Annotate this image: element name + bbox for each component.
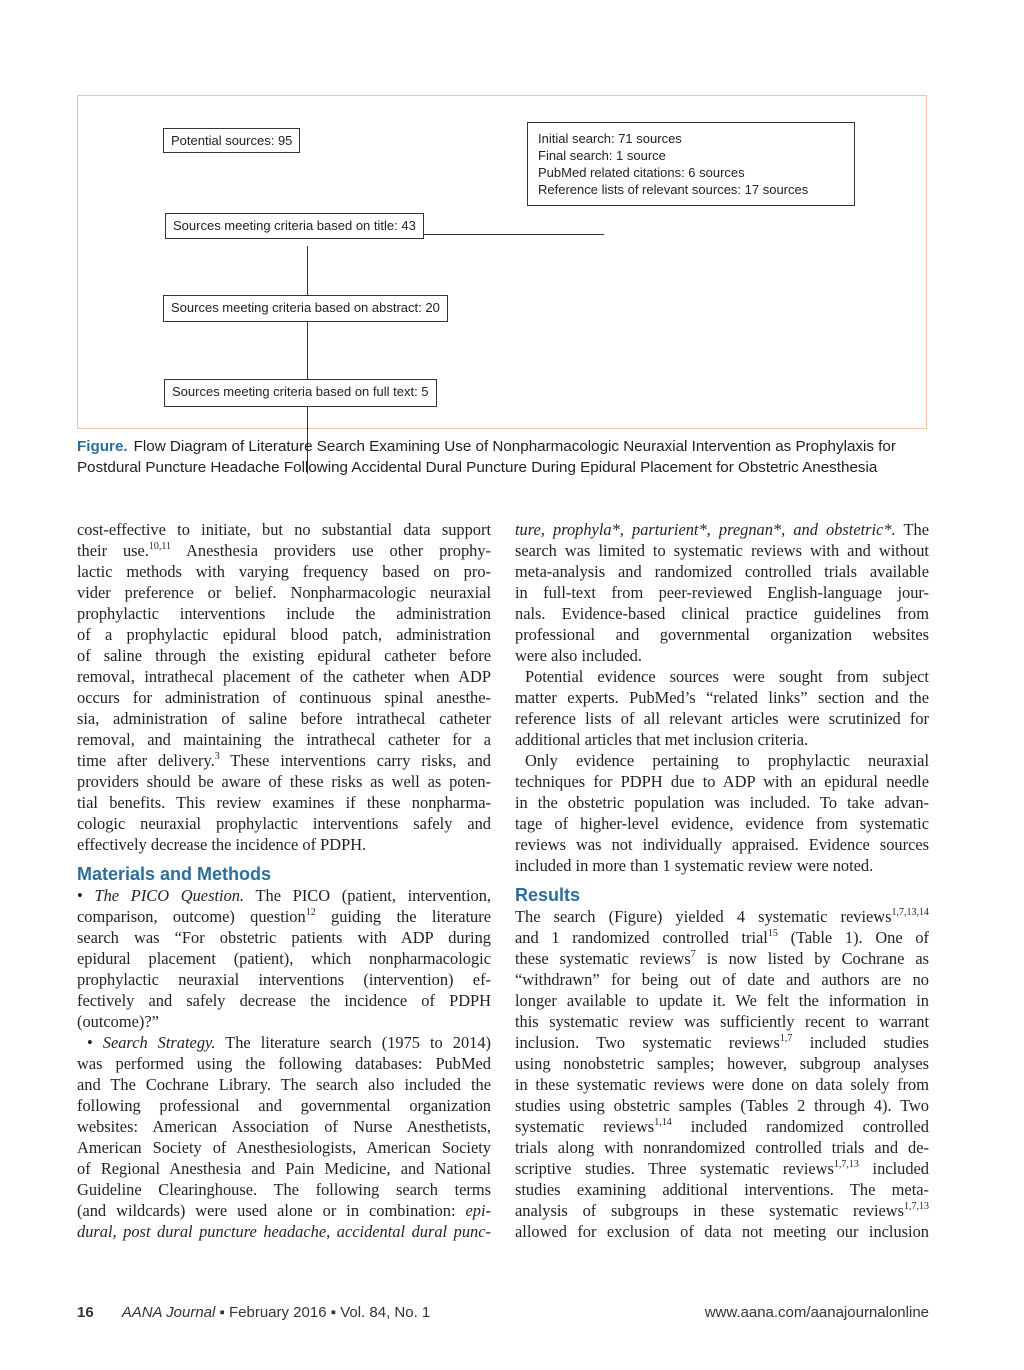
text-run: in these systematic reviews were done on data solely from (515, 1075, 929, 1094)
text-line (515, 519, 929, 540)
text-line (77, 666, 491, 687)
text-line (515, 666, 929, 687)
text-run: The search (Figure) yielded 4 systematic reviews (515, 907, 892, 926)
text-line (77, 1032, 491, 1053)
text-run: “withdrawn” for being out of date and authors are no (515, 970, 929, 989)
text-run: removal, intrathecal placement of the catheter when ADP (77, 667, 491, 686)
text-run: (outcome)?” (77, 1012, 159, 1031)
page-footer (77, 1304, 929, 1321)
issue-info: ▪ February 2016 ▪ Vol. 84, No. 1 (215, 1304, 431, 1321)
right-text-column (515, 519, 929, 1242)
text-line (77, 948, 491, 969)
text-run: these systematic reviews (515, 949, 691, 968)
text-line (77, 645, 491, 666)
text-run: (and wildcards) were used alone or in combination: (77, 1201, 466, 1220)
text-run: • (77, 886, 95, 905)
text-run: Guideline Clearinghouse. The following search terms (77, 1180, 491, 1199)
text-run: search was limited to systematic reviews with and without (515, 541, 929, 560)
text-run: time after delivery. (77, 751, 215, 770)
citation-superscript: 1,7 (779, 1033, 793, 1044)
figure-caption (77, 436, 937, 478)
text-line (77, 750, 491, 771)
connector-line (394, 234, 604, 235)
search-line: Initial search: 71 sources (538, 131, 682, 146)
text-line (515, 969, 929, 990)
text-run: Anesthesia providers use other prophy- (171, 541, 491, 560)
text-line (515, 1137, 929, 1158)
text-run: lactic methods with varying frequency based on pro- (77, 562, 491, 581)
text-line (77, 1053, 491, 1074)
text-line (77, 927, 491, 948)
left-text-column (77, 519, 491, 1242)
text-run: nals. Evidence-based clinical practice guidelines from (515, 604, 929, 623)
text-run: These interventions carry risks, and (219, 751, 491, 770)
text-run: this systematic review was sufficiently recent to warrant (515, 1012, 929, 1031)
text-run: and The Cochrane Library. The search also included the (77, 1075, 491, 1094)
text-run: systematic reviews (515, 1117, 655, 1136)
section-heading: Results (515, 885, 581, 905)
text-run: analysis of subgroups in these systematic reviews (515, 1201, 904, 1220)
text-line (515, 855, 929, 876)
caption-label: Figure. (77, 438, 128, 455)
text-run: websites: American Association of Nurse Anesthetists, (77, 1117, 491, 1136)
italic-text: ture, prophyla*, parturient*, pregnan*, and obstetric*. (515, 520, 896, 539)
text-run: meta-analysis and randomized controlled trials available (515, 562, 929, 581)
text-line (77, 603, 491, 624)
text-line (515, 729, 929, 750)
text-run: • (87, 1033, 103, 1052)
text-line (515, 906, 929, 927)
citation-superscript: 10,11 (148, 541, 172, 552)
text-run: removal, and maintaining the intrathecal catheter for a (77, 730, 491, 749)
citation-superscript: 7 (690, 949, 696, 960)
italic-text: dural, post dural puncture headache, accidental dural punc- (77, 1222, 491, 1241)
text-run: longer available to update it. We felt the information in (515, 991, 929, 1010)
italic-text: The PICO Question. (94, 886, 245, 905)
text-line (77, 582, 491, 603)
text-run: included randomized controlled (671, 1117, 929, 1136)
citation-superscript: 1,7,13 (833, 1159, 859, 1170)
text-line (77, 561, 491, 582)
text-run: search was “For obstetric patients with ADP during (77, 928, 491, 947)
text-run: professional and governmental organization websites (515, 625, 929, 644)
box-abstract-criteria: Sources meeting criteria based on abstract: 20 (163, 295, 448, 322)
text-run: The PICO (patient, intervention, (244, 886, 491, 905)
text-run: (Table 1). One of (777, 928, 930, 947)
text-line (515, 1095, 929, 1116)
text-run: prophylactic neuraxial interventions (intervention) ef- (77, 970, 491, 989)
text-line (77, 1074, 491, 1095)
text-line (515, 1053, 929, 1074)
citation-superscript: 12 (305, 907, 316, 918)
text-run: providers should be aware of these risks as well as poten- (77, 772, 491, 791)
text-line (515, 603, 929, 624)
text-run: sia, administration of saline before intrathecal catheter (77, 709, 491, 728)
text-run: guiding the literature (315, 907, 491, 926)
text-run: and 1 randomized controlled trial (515, 928, 768, 947)
text-run: comparison, outcome) question (77, 907, 306, 926)
spacer (515, 876, 929, 884)
text-line (515, 948, 929, 969)
text-run: prophylactic interventions include the administration (77, 604, 491, 623)
text-line (515, 624, 929, 645)
text-run: The literature search (1975 to 2014) (215, 1033, 491, 1052)
text-line (515, 1158, 929, 1179)
text-run: American Society of Anesthesiologists, American Society (77, 1138, 491, 1157)
text-line (77, 1095, 491, 1116)
text-line (77, 771, 491, 792)
text-run: was performed using the following databases: PubMed (77, 1054, 491, 1073)
text-line (77, 624, 491, 645)
text-line (515, 1116, 929, 1137)
text-line (77, 687, 491, 708)
text-run: fectively and safely decrease the incidence of PDPH (77, 991, 491, 1010)
text-run: were also included. (515, 646, 642, 665)
text-line (515, 813, 929, 834)
text-line (77, 1137, 491, 1158)
text-line (77, 540, 491, 561)
text-run: matter experts. PubMed’s “related links” section and the (515, 688, 929, 707)
text-run: in the obstetric population was included. To take advan- (515, 793, 929, 812)
text-line (515, 1179, 929, 1200)
text-run: Potential evidence sources were sought from subject (525, 667, 929, 686)
text-run: occurs for administration of continuous spinal anesthe- (77, 688, 491, 707)
text-line (515, 792, 929, 813)
text-run: reviews was not individually appraised. Evidence sources (515, 835, 929, 854)
journal-name: AANA Journal (121, 1304, 216, 1321)
text-run: is now listed by Cochrane as (695, 949, 929, 968)
text-run: included in more than 1 systematic review were noted. (515, 856, 874, 875)
text-line (77, 834, 491, 855)
text-line (77, 1116, 491, 1137)
text-line (515, 687, 929, 708)
text-line (515, 1200, 929, 1221)
text-run: using nonobstetric samples; however, subgroup analyses (515, 1054, 929, 1073)
text-run: trials along with nonrandomized controlled trials and de- (515, 1138, 929, 1157)
text-run: of a prophylactic epidural blood patch, administration (77, 625, 491, 644)
text-line (515, 990, 929, 1011)
text-run: of Regional Anesthesia and Pain Medicine, and National (77, 1159, 491, 1178)
text-run: Only evidence pertaining to prophylactic neuraxial (525, 751, 929, 770)
text-line (77, 708, 491, 729)
text-run: scriptive studies. Three systematic reviews (515, 1159, 834, 1178)
text-line (515, 561, 929, 582)
text-run: included (858, 1159, 929, 1178)
citation-superscript: 15 (767, 928, 778, 939)
search-line: Final search: 1 source (538, 148, 666, 163)
text-run: epidural placement (patient), which nonpharmacologic (77, 949, 491, 968)
text-line (515, 582, 929, 603)
italic-text: Search Strategy. (102, 1033, 216, 1052)
text-line (515, 540, 929, 561)
journal-url: www.aana.com/aanajournalonline (704, 1304, 929, 1321)
text-line (77, 990, 491, 1011)
search-line: PubMed related citations: 6 sources (538, 165, 745, 180)
text-line (77, 906, 491, 927)
text-run: studies examining additional interventions. The meta- (515, 1180, 929, 1199)
text-run: effectively decrease the incidence of PDPH. (77, 835, 367, 854)
text-line (515, 750, 929, 771)
text-run: cologic neuraxial prophylactic interventions safely and (77, 814, 491, 833)
text-line (77, 1200, 491, 1221)
text-line (515, 1011, 929, 1032)
text-line (515, 771, 929, 792)
text-run: their use. (77, 541, 149, 560)
citation-superscript: 1,14 (654, 1117, 672, 1128)
text-run: inclusion. Two systematic reviews (515, 1033, 780, 1052)
text-line (77, 813, 491, 834)
citation-superscript: 1,7,13 (904, 1201, 929, 1212)
text-line (77, 1179, 491, 1200)
text-line (515, 645, 929, 666)
text-line (77, 729, 491, 750)
text-run: allowed for exclusion of data not meeting our inclusion (515, 1222, 929, 1241)
caption-text: Flow Diagram of Literature Search Examining Use of Nonpharmacologic Neuraxial Intervention as Prophylaxis for Postdural Puncture Headache Following Accidental Dural Puncture During Epidural Placement for Obstetric Anesthesia (77, 438, 896, 476)
text-run: studies using obstetric samples (Tables 2 through 4). Two (515, 1096, 929, 1115)
citation-superscript: 3 (214, 751, 220, 762)
box-fulltext-criteria: Sources meeting criteria based on full text: 5 (164, 379, 437, 407)
text-run: vider preference or belief. Nonpharmacologic neuraxial (77, 583, 491, 602)
text-line (77, 1011, 491, 1032)
text-run: of saline through the existing epidural catheter before (77, 646, 491, 665)
text-run: in full-text from peer-reviewed English-language jour- (515, 583, 929, 602)
text-line (515, 1074, 929, 1095)
text-run: tage of higher-level evidence, evidence from systematic (515, 814, 929, 833)
page-number: 16 (77, 1304, 94, 1321)
text-run: cost-effective to initiate, but no substantial data support (77, 520, 491, 539)
citation-superscript: 1,7,13,14 (891, 907, 929, 918)
section-heading: Materials and Methods (77, 864, 272, 884)
text-line (77, 969, 491, 990)
text-run: following professional and governmental organization (77, 1096, 491, 1115)
text-run: techniques for PDPH due to ADP with an epidural needle (515, 772, 929, 791)
text-run: The (895, 520, 929, 539)
text-line (515, 708, 929, 729)
flow-diagram-figure (77, 95, 927, 429)
text-line (515, 834, 929, 855)
text-line (77, 1158, 491, 1179)
spacer (77, 855, 491, 863)
text-run: tial benefits. This review examines if these nonpharma- (77, 793, 491, 812)
box-search-sources (527, 122, 855, 206)
text-line (515, 1221, 929, 1242)
text-line (77, 1221, 491, 1242)
text-line (515, 927, 929, 948)
text-line (77, 519, 491, 540)
box-title-criteria: Sources meeting criteria based on title: 43 (165, 213, 424, 239)
text-run: included studies (792, 1033, 929, 1052)
text-line (77, 885, 491, 906)
box-potential-sources: Potential sources: 95 (163, 128, 300, 153)
text-run: additional articles that met inclusion criteria. (515, 730, 809, 749)
search-line: Reference lists of relevant sources: 17 sources (538, 182, 809, 197)
text-line (515, 1032, 929, 1053)
text-run: reference lists of all relevant articles were scrutinized for (515, 709, 929, 728)
italic-text: epi- (465, 1201, 491, 1220)
text-line (77, 792, 491, 813)
